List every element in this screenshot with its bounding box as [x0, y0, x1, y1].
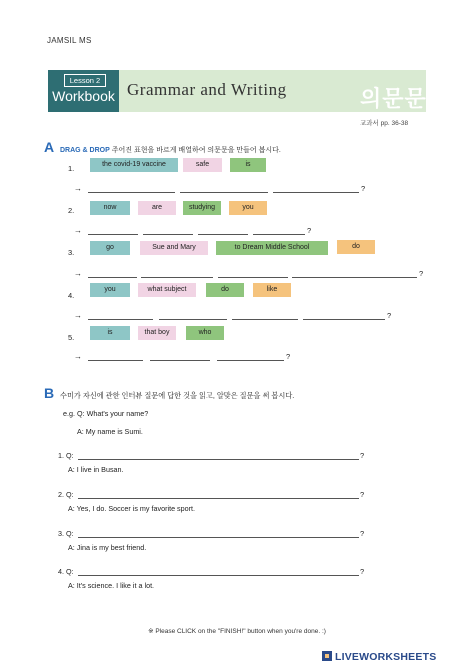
liveworksheets-logo-icon [322, 651, 332, 661]
item-number: 4. [68, 291, 75, 300]
word-chip[interactable]: studying [183, 201, 221, 215]
question-label: 4. Q: [58, 567, 74, 576]
word-chip[interactable]: is [230, 158, 266, 172]
answer-blank[interactable] [88, 192, 175, 193]
section-a-instruction [60, 145, 281, 155]
answer-blank[interactable] [88, 234, 138, 235]
answer-blank[interactable] [88, 277, 137, 278]
question-label: 2. Q: [58, 490, 74, 499]
question-mark: ? [419, 269, 424, 278]
arrow-icon: → [74, 352, 82, 361]
question-label: 1. Q: [58, 451, 74, 460]
example-answer: A: My name is Sumi. [77, 427, 143, 436]
answer-blank[interactable] [88, 319, 153, 320]
answer-blank[interactable] [253, 234, 305, 235]
question-mark: ? [360, 490, 365, 499]
item-number: 1. [68, 164, 75, 173]
page-title: Grammar and Writing [127, 80, 287, 99]
section-a-text: 주어진 표현을 바르게 배열하여 의문문을 만들어 봅시다. [111, 147, 281, 154]
answer-blank[interactable] [159, 319, 227, 320]
answer-blank[interactable] [198, 234, 248, 235]
answer-blank[interactable] [273, 192, 359, 193]
answer-text: A: It's science. I like it a lot. [68, 581, 155, 590]
section-b-letter: B [44, 385, 55, 401]
word-chip[interactable]: do [337, 240, 375, 254]
word-chip[interactable]: now [90, 201, 130, 215]
answer-blank[interactable] [303, 319, 385, 320]
answer-text: A: Yes, I do. Soccer is my favorite sport. [68, 504, 196, 513]
answer-blank[interactable] [141, 277, 213, 278]
word-chip[interactable]: that boy [138, 326, 176, 340]
answer-blank[interactable] [232, 319, 298, 320]
word-chip[interactable]: is [90, 326, 130, 340]
arrow-icon: → [74, 226, 82, 235]
answer-text: A: I live in Busan. [68, 465, 124, 474]
word-chip[interactable]: like [253, 283, 291, 297]
topic-label: 의문문 [360, 86, 427, 111]
lesson-box [48, 70, 119, 112]
answer-blank[interactable] [218, 277, 288, 278]
arrow-icon: → [74, 269, 82, 278]
question-input[interactable] [78, 459, 359, 460]
question-mark: ? [360, 529, 365, 538]
word-chip[interactable]: to Dream Middle School [216, 241, 328, 255]
answer-blank[interactable] [150, 360, 210, 361]
word-chip[interactable]: Sue and Mary [140, 241, 208, 255]
word-chip[interactable]: who [186, 326, 224, 340]
textbook-pages: 교과서 pp. 36-38 [360, 120, 409, 127]
question-input[interactable] [78, 537, 359, 538]
word-chip[interactable]: safe [183, 158, 222, 172]
question-label: 3. Q: [58, 529, 74, 538]
word-chip[interactable]: are [138, 201, 176, 215]
word-chip[interactable]: the covid-19 vaccine [90, 158, 178, 172]
item-number: 5. [68, 333, 75, 342]
word-chip[interactable]: do [206, 283, 244, 297]
word-chip[interactable]: what subject [138, 283, 196, 297]
answer-blank[interactable] [88, 360, 143, 361]
answer-blank[interactable] [143, 234, 193, 235]
question-mark: ? [286, 352, 291, 361]
arrow-icon: → [74, 184, 82, 193]
workbook-label: Workbook [52, 88, 115, 104]
section-a-letter: A [44, 139, 55, 155]
lesson-tag: Lesson 2 [64, 74, 106, 87]
example-question: e.g. Q: What's your name? [63, 409, 149, 418]
question-input[interactable] [78, 575, 359, 576]
word-chip[interactable]: you [90, 283, 130, 297]
section-b-instruction: 수미가 자신에 관한 인터뷰 질문에 답한 것을 읽고, 알맞은 질문을 써 봅시다. [60, 391, 295, 400]
answer-blank[interactable] [217, 360, 284, 361]
question-mark: ? [361, 184, 366, 193]
school-name: JAMSIL MS [47, 36, 92, 45]
question-mark: ? [360, 567, 365, 576]
item-number: 2. [68, 206, 75, 215]
answer-text: A: Jina is my best friend. [68, 543, 147, 552]
brand-logo[interactable]: LIVEWORKSHEETS [335, 651, 437, 663]
question-mark: ? [307, 226, 312, 235]
question-mark: ? [387, 311, 392, 320]
finish-note: ※ Please CLICK on the "FINISH!" button when you're done. :) [148, 628, 326, 635]
drag-drop-label: DRAG & DROP [60, 147, 110, 154]
word-chip[interactable]: go [90, 241, 130, 255]
answer-blank[interactable] [292, 277, 417, 278]
question-input[interactable] [78, 498, 359, 499]
word-chip[interactable]: you [229, 201, 267, 215]
question-mark: ? [360, 451, 365, 460]
arrow-icon: → [74, 311, 82, 320]
item-number: 3. [68, 248, 75, 257]
answer-blank[interactable] [180, 192, 268, 193]
